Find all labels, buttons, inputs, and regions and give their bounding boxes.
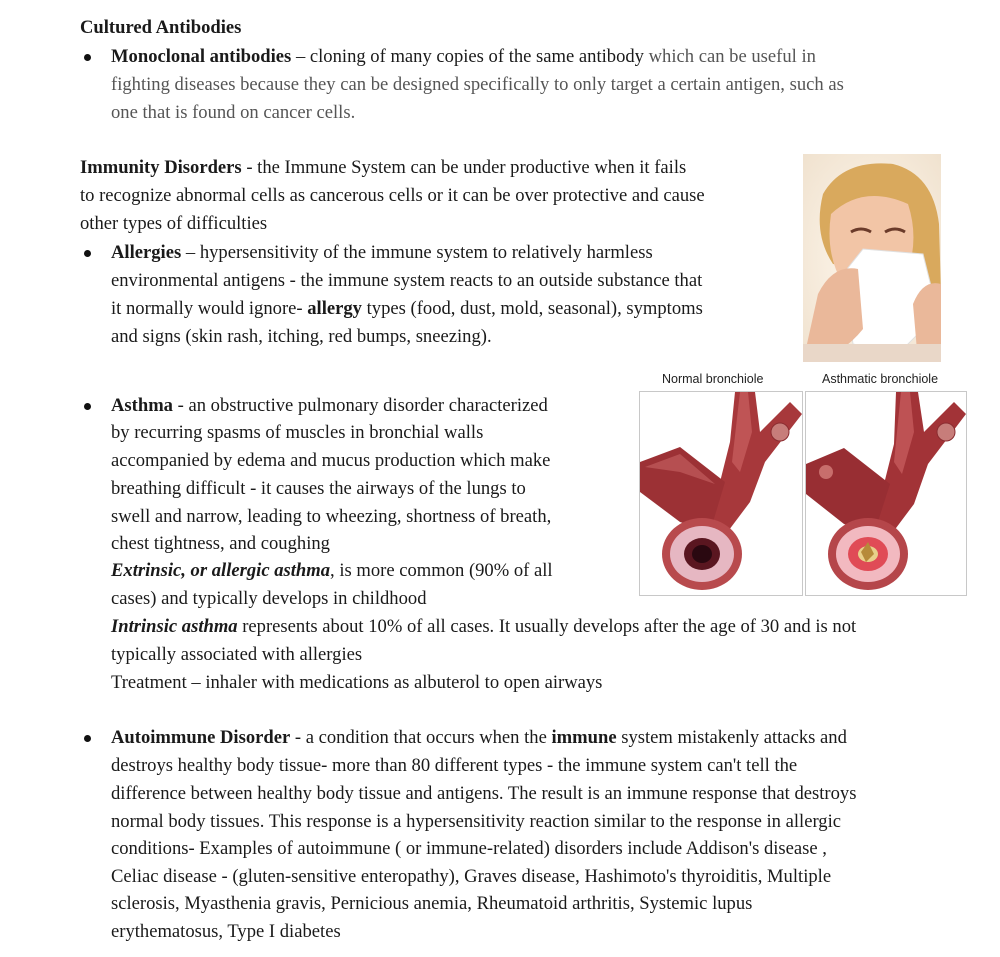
bullet: [84, 403, 91, 410]
autoimmune-line-5: conditions- Examples of autoimmune ( or immune-related) disorders include Addison's disease ,: [111, 838, 827, 859]
autoimmune-line-7: sclerosis, Myasthenia gravis, Pernicious anemia, Rheumatoid arthritis, Systemic lupus: [111, 893, 753, 914]
allergies-line-4: and signs (skin rash, itching, red bumps, sneezing).: [111, 326, 492, 347]
bullet: [84, 735, 91, 742]
asthma-line-6: chest tightness, and coughing: [111, 533, 330, 554]
asthmatic-bronchiole-caption: Asthmatic bronchiole: [822, 372, 939, 386]
autoimmune-line-6: Celiac disease - (gluten-sensitive enteropathy), Graves disease, Hashimoto's thyroiditis, Multiple: [111, 866, 832, 887]
autoimmune-line-8: erythematosus, Type I diabetes: [111, 921, 341, 942]
asthma-line-11: Treatment – inhaler with medications as albuterol to open airways: [111, 672, 603, 693]
autoimmune-line-2: destroys healthy body tissue- more than 80 different types - the immune system can't tell the: [111, 755, 798, 776]
monoclonal-line-2: fighting diseases because they can be designed specifically to only target a certain antigen, such as: [111, 74, 844, 95]
immunity-line-3: other types of difficulties: [80, 213, 268, 234]
immunity-line-2: to recognize abnormal cells as cancerous cells or it can be over protective and cause: [80, 185, 705, 206]
allergies-line-1: Allergies – hypersensitivity of the immune system to relatively harmless: [111, 242, 653, 263]
asthma-line-7: Extrinsic, or allergic asthma, is more common (90% of all: [111, 560, 553, 581]
allergies-line-3: it normally would ignore- allergy types (food, dust, mold, seasonal), symptoms: [111, 298, 703, 319]
asthma-line-3: accompanied by edema and mucus production which make: [111, 450, 551, 471]
section-heading-cultured: Cultured Antibodies: [80, 17, 242, 38]
monoclonal-line-3: one that is found on cancer cells.: [111, 102, 356, 123]
asthma-line-5: swell and narrow, leading to wheezing, shortness of breath,: [111, 506, 552, 527]
asthma-line-8: cases) and typically develops in childhood: [111, 588, 427, 609]
asthma-line-10: typically associated with allergies: [111, 644, 363, 665]
monoclonal-line-1: Monoclonal antibodies – cloning of many copies of the same antibody which can be useful in: [111, 46, 816, 67]
asthma-line-1: Asthma - an obstructive pulmonary disorder characterized: [111, 395, 548, 416]
asthma-line-9: Intrinsic asthma represents about 10% of all cases. It usually develops after the age of 30 and is not: [111, 616, 857, 637]
autoimmune-line-3: difference between healthy body tissue and antigens. The result is an immune response that destroys: [111, 783, 857, 804]
asthmatic-bronchiole-illustration: [805, 391, 967, 596]
immunity-line-1: Immunity Disorders - the Immune System can be under productive when it fails: [80, 157, 687, 178]
asthma-line-2: by recurring spasms of muscles in bronchial walls: [111, 422, 484, 443]
allergies-line-2: environmental antigens - the immune system reacts to an outside substance that: [111, 270, 703, 291]
bullet: [84, 250, 91, 257]
autoimmune-line-1: Autoimmune Disorder - a condition that occurs when the immune system mistakenly attacks and: [111, 727, 847, 748]
autoimmune-line-4: normal body tissues. This response is a hypersensitivity reaction similar to the response in allergic: [111, 811, 842, 832]
normal-bronchiole-caption: Normal bronchiole: [662, 372, 764, 386]
sneezing-woman-photo: [803, 154, 941, 362]
normal-bronchiole-illustration: [639, 391, 803, 596]
bullet: [84, 54, 91, 61]
asthma-line-4: breathing difficult - it causes the airways of the lungs to: [111, 478, 526, 499]
